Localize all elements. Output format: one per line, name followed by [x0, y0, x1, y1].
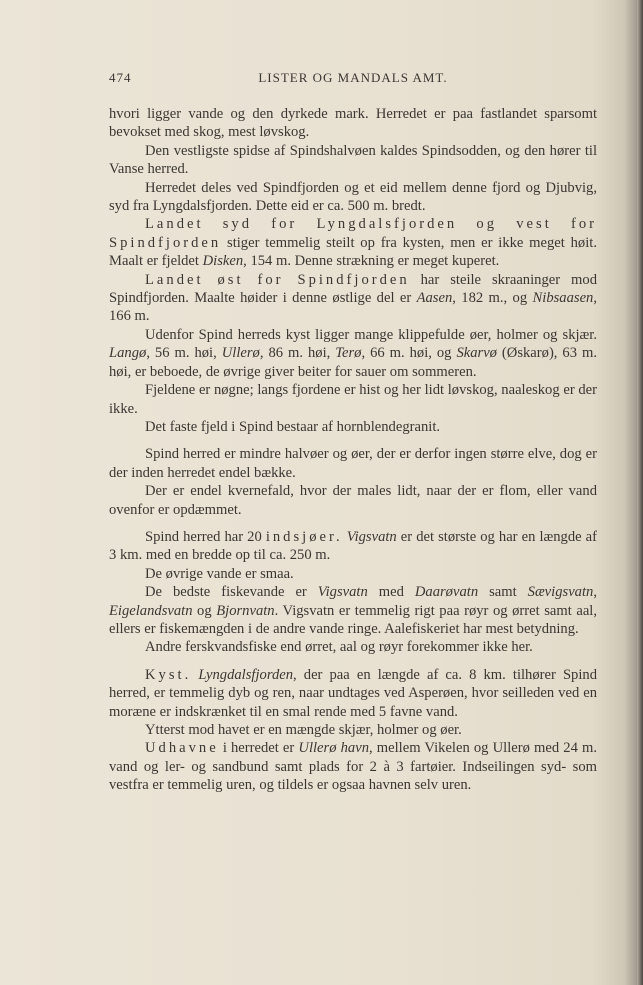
- place-name: Langø: [109, 345, 147, 362]
- spaced-term: Kyst.: [145, 666, 192, 683]
- paragraph: Udenfor Spind herreds kyst ligger mange klippefulde øer, holmer og skjær. Langø, 56 m. høi, Ullerø, 86 m. høi, Terø, 66 m. høi, og Skarvø (Øskarø), 63 m. høi, er beboede, de øvrige giver beiter for sauer om sommeren.: [109, 326, 597, 380]
- place-name: Nibsaasen: [532, 290, 594, 307]
- paragraph: Den vestligste spidse af Spindshalvøen kaldes Spindsodden, og den hører til Vanse herred.: [109, 142, 597, 178]
- place-name: Sævigsvatn: [527, 584, 594, 601]
- place-name: Vigsvatn: [317, 584, 368, 601]
- place-name: Eigelandsvatn: [109, 602, 193, 619]
- page-edge-shadow: [637, 0, 643, 985]
- paragraph: Det faste fjeld i Spind bestaar af hornblendegranit.: [145, 418, 441, 435]
- paragraph: De øvrige vande er smaa.: [145, 565, 294, 582]
- paragraph: hvori ligger vande og den dyrkede mark. Herredet er paa fastlandet sparsomt bevokset med skog, mest løvskog.: [109, 106, 597, 141]
- place-name: Daarøvatn: [414, 584, 479, 601]
- paragraph: Herredet deles ved Spindfjorden og et eid mellem denne fjord og Djubvig, syd fra Lyngdalsfjorden. Dette eid er ca. 500 m. bredt.: [109, 179, 597, 215]
- paragraph: Spind herred har 20 indsjøer. Vigsvatn er det største og har en længde af 3 km. med en bredde op til ca. 250 m.: [109, 528, 597, 564]
- paragraph: Udhavne i herredet er Ullerø havn, mellem Vikelen og Ullerø med 24 m. vand og ler- og sandbund samt plads for 2 à 3 fartøier. Indseilingen syd- som vestfra er temmelig uren, og tildels er ogsaa havnen selv uren.: [109, 740, 597, 794]
- spaced-term: Landet øst for Spindfjorden: [145, 271, 410, 288]
- place-name: Vigsvatn: [346, 528, 397, 545]
- paragraph: Landet øst for Spindfjorden har steile skraaninger mod Spindfjorden. Maalte høider i denne østlige del er Aasen, 182 m., og Nibsaasen, 166 m.: [109, 271, 597, 325]
- paragraph: Ytterst mod havet er en mængde skjær, holmer og øer.: [145, 722, 462, 738]
- place-name: Bjornvatn: [216, 602, 275, 619]
- page-header: [109, 70, 597, 90]
- spaced-term: Landet syd for Lyngdalsfjorden og vest for Spindfjorden: [109, 216, 597, 251]
- spaced-term: Udhavne: [145, 740, 219, 757]
- paragraph: Fjeldene er nøgne; langs fjordene er hist og her lidt løvskog, naaleskog er der ikke.: [109, 382, 597, 417]
- body-text: [109, 105, 597, 795]
- place-name: Aasen: [416, 290, 453, 307]
- place-name: Disken: [202, 253, 244, 270]
- spaced-term: indsjøer.: [265, 528, 343, 545]
- place-name: Terø: [335, 345, 362, 362]
- running-title: LISTER OG MANDALS AMT.: [258, 70, 448, 85]
- paragraph: De bedste fiskevande er Vigsvatn med Daarøvatn samt Sævigsvatn, Eigelandsvatn og Bjornvatn. Vigsvatn er temmelig rigt paa røyr og ørret samt aal, ellers er fiskemængden i de andre vande ringe. Aalefiskeriet har mest betydning.: [109, 584, 598, 637]
- paragraph: Landet syd for Lyngdalsfjorden og vest for Spindfjorden stiger temmelig steilt op fra kysten, men er ikke meget høit. Maalt er fjeldet Disken, 154 m. Denne strækning er meget kuperet.: [109, 216, 597, 270]
- place-name: Lyngdalsfjorden: [198, 666, 294, 683]
- page-number: 474: [109, 70, 132, 85]
- place-name: Ullerø havn: [298, 740, 370, 757]
- paragraph: Spind herred er mindre halvøer og øer, der er derfor ingen større elve, dog er der inden herredet endel bække.: [109, 446, 597, 481]
- place-name: Ullerø: [221, 345, 260, 362]
- paragraph: Der er endel kvernefald, hvor der males lidt, naar der er flom, eller vand ovenfor er opdæmmet.: [109, 483, 597, 518]
- paragraph: Andre ferskvandsfiske end ørret, aal og røyr forekommer ikke her.: [145, 639, 533, 656]
- place-name: Skarvø: [456, 345, 497, 362]
- paragraph: Kyst. Lyngdalsfjorden, der paa en længde af ca. 8 km. tilhører Spind herred, er temmelig dyb og ren, naar undtages ved Asperøen, hvor seilleden ved en moræne er indskrænket til en smal rende med 5 favne vand.: [109, 666, 598, 720]
